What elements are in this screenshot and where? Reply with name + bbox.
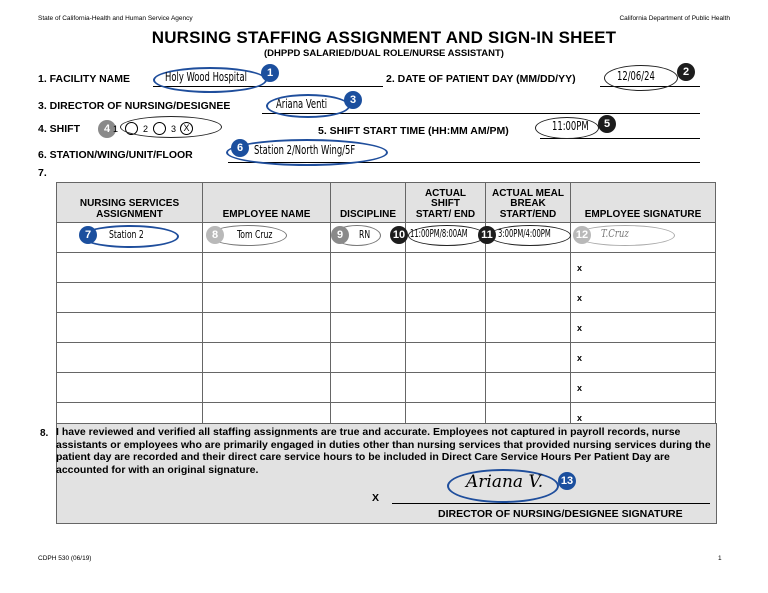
employee-value: Tom Cruz (237, 228, 273, 241)
signature-x[interactable]: x (571, 313, 716, 343)
annotation-badge-3: 3 (344, 91, 362, 109)
col-meal-break: ACTUAL MEAL BREAK START/END (486, 183, 571, 223)
discipline-value: RN (359, 228, 371, 241)
date-label: 2. DATE OF PATIENT DAY (MM/DD/YY) (386, 73, 576, 85)
signature-x[interactable]: x (571, 403, 716, 433)
page-number: 1 (718, 555, 722, 562)
date-field[interactable]: 12/06/24 (617, 69, 655, 83)
shift-highlight (120, 116, 222, 138)
col-signature: EMPLOYEE SIGNATURE (571, 183, 716, 223)
agency-right: California Department of Public Health (619, 15, 730, 22)
table-row (57, 343, 716, 373)
cell-signature[interactable] (571, 223, 716, 253)
col-discipline: DISCIPLINE (331, 183, 406, 223)
shift-start-label: 5. SHIFT START TIME (HH:MM AM/PM) (318, 125, 509, 137)
annotation-badge-10: 10 (390, 226, 408, 244)
annotation-badge-11: 11 (478, 226, 496, 244)
annotation-badge-1: 1 (261, 64, 279, 82)
signature-caption: DIRECTOR OF NURSING/DESIGNEE SIGNATURE (438, 508, 683, 520)
cell-assignment[interactable] (57, 223, 203, 253)
table-row (57, 283, 716, 313)
annotation-badge-4: 4 (98, 120, 116, 138)
cell-shift[interactable] (392, 223, 486, 253)
shift-radio-3[interactable]: X (180, 122, 193, 135)
agency-left: State of California-Health and Human Service Agency (38, 15, 193, 22)
annotation-badge-7: 7 (79, 226, 97, 244)
director-signature[interactable]: Ariana V. (466, 472, 544, 492)
annotation-badge-5: 5 (598, 115, 616, 133)
station-field[interactable]: Station 2/North Wing/5F (254, 143, 356, 157)
annotation-badge-12: 12 (573, 226, 591, 244)
page-subtitle: (DHPPD SALARIED/DUAL ROLE/NURSE ASSISTANT) (264, 48, 504, 59)
signature-x-mark: X (372, 492, 380, 504)
annotation-badge-6: 6 (231, 139, 249, 157)
shift-time-value: 11:00PM/8:00AM (410, 228, 468, 240)
annotation-badge-13: 13 (558, 472, 576, 490)
shift-start-field[interactable]: 11:00PM (552, 119, 589, 133)
meal-value: 3:00PM/4:00PM (498, 228, 551, 240)
table-row (57, 313, 716, 343)
shift-label: 4. SHIFT (38, 123, 81, 135)
director-label: 3. DIRECTOR OF NURSING/DESIGNEE (38, 100, 231, 112)
shift-option-1-label: 1 (113, 124, 119, 134)
cell-employee-name[interactable] (203, 223, 331, 253)
attestation-text: I have reviewed and verified all staffing assignments are true and accurate. Employees not captured in payroll records, nurse assistants or employees who are primarily engaged in duties other than nursing services that provided nursing services during the patient day are recorded and their direct care service hours to be included in Direct Care Service Hours Per Patient Day are accounted for with an original signature. (56, 426, 711, 476)
employee-signature: T.Cruz (601, 227, 629, 240)
staffing-table (56, 182, 716, 433)
cell-meal-break[interactable] (481, 223, 571, 253)
signature-x[interactable]: x (571, 283, 716, 313)
director-signature-line (392, 503, 710, 504)
form-id: CDPH 530 (06/19) (38, 555, 92, 562)
page-title: NURSING STAFFING ASSIGNMENT AND SIGN-IN SHEET (151, 28, 617, 47)
section-7-label: 7. (38, 167, 47, 179)
annotation-badge-9: 9 (331, 226, 349, 244)
signature-x[interactable]: x (571, 343, 716, 373)
annotation-badge-8: 8 (206, 226, 224, 244)
col-employee-name: EMPLOYEE NAME (203, 183, 331, 223)
signature-x[interactable]: x (571, 253, 716, 283)
annotation-badge-2: 2 (677, 63, 695, 81)
director-field[interactable]: Ariana Venti (276, 97, 328, 111)
col-shift: ACTUAL SHIFT START/ END (406, 183, 486, 223)
table-row (57, 223, 716, 253)
station-label: 6. STATION/WING/UNIT/FLOOR (38, 149, 193, 161)
table-row (57, 253, 716, 283)
facility-label: 1. FACILITY NAME (38, 73, 130, 85)
shift-option-2-label: 2 (143, 124, 149, 134)
facility-field[interactable]: Holy Wood Hospital (165, 70, 247, 84)
signature-x[interactable]: x (571, 373, 716, 403)
table-header-row (57, 183, 716, 223)
assignment-value: Station 2 (109, 228, 144, 241)
col-assignment: NURSING SERVICES ASSIGNMENT (57, 183, 203, 223)
shift-option-3-label: 3 (171, 124, 177, 134)
table-row (57, 373, 716, 403)
section-8-label: 8. (40, 428, 49, 439)
